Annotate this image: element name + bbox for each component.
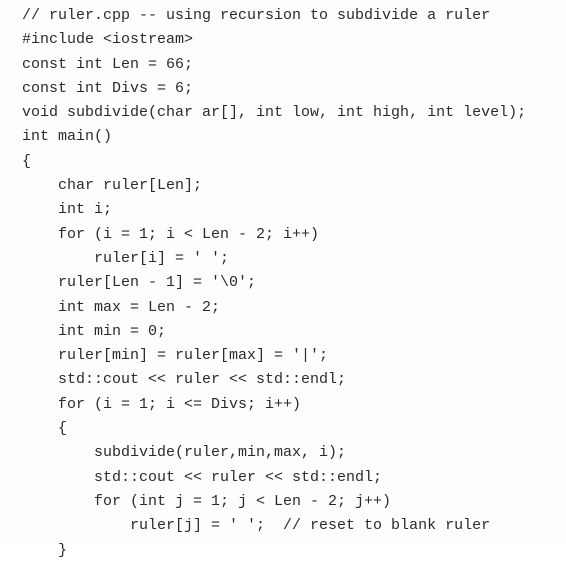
code-line: } [22, 541, 68, 559]
code-line: for (int j = 1; j < Len - 2; j++) [22, 492, 392, 510]
code-line: int min = 0; [22, 322, 167, 340]
code-line: ruler[Len - 1] = '\0'; [22, 274, 257, 292]
code-listing [22, 4, 526, 563]
code-line: char ruler[Len]; [22, 177, 203, 195]
code-line: { [22, 152, 32, 170]
code-line: for (i = 1; i < Len - 2; i++) [22, 225, 320, 243]
code-line: { [22, 420, 68, 438]
code-line: std::cout << ruler << std::endl; [22, 371, 347, 389]
code-line: const int Divs = 6; [22, 79, 194, 97]
code-line: int max = Len - 2; [22, 298, 221, 316]
code-line: ruler[j] = ' '; // reset to blank ruler [22, 517, 491, 535]
code-line: void subdivide(char ar[], int low, int high, int level); [22, 104, 527, 122]
code-line: subdivide(ruler,min,max, i); [22, 444, 347, 462]
code-line: std::cout << ruler << std::endl; [22, 468, 383, 486]
code-line: ruler[i] = ' '; [22, 249, 230, 267]
code-line: for (i = 1; i <= Divs; i++) [22, 395, 302, 413]
code-line: #include <iostream> [22, 31, 194, 49]
code-line: // ruler.cpp -- using recursion to subdivide a ruler [22, 7, 491, 24]
code-line: const int Len = 66; [22, 55, 194, 73]
code-line: int i; [22, 201, 113, 219]
code-line: int main() [22, 128, 113, 146]
code-line: ruler[min] = ruler[max] = '|'; [22, 347, 329, 365]
